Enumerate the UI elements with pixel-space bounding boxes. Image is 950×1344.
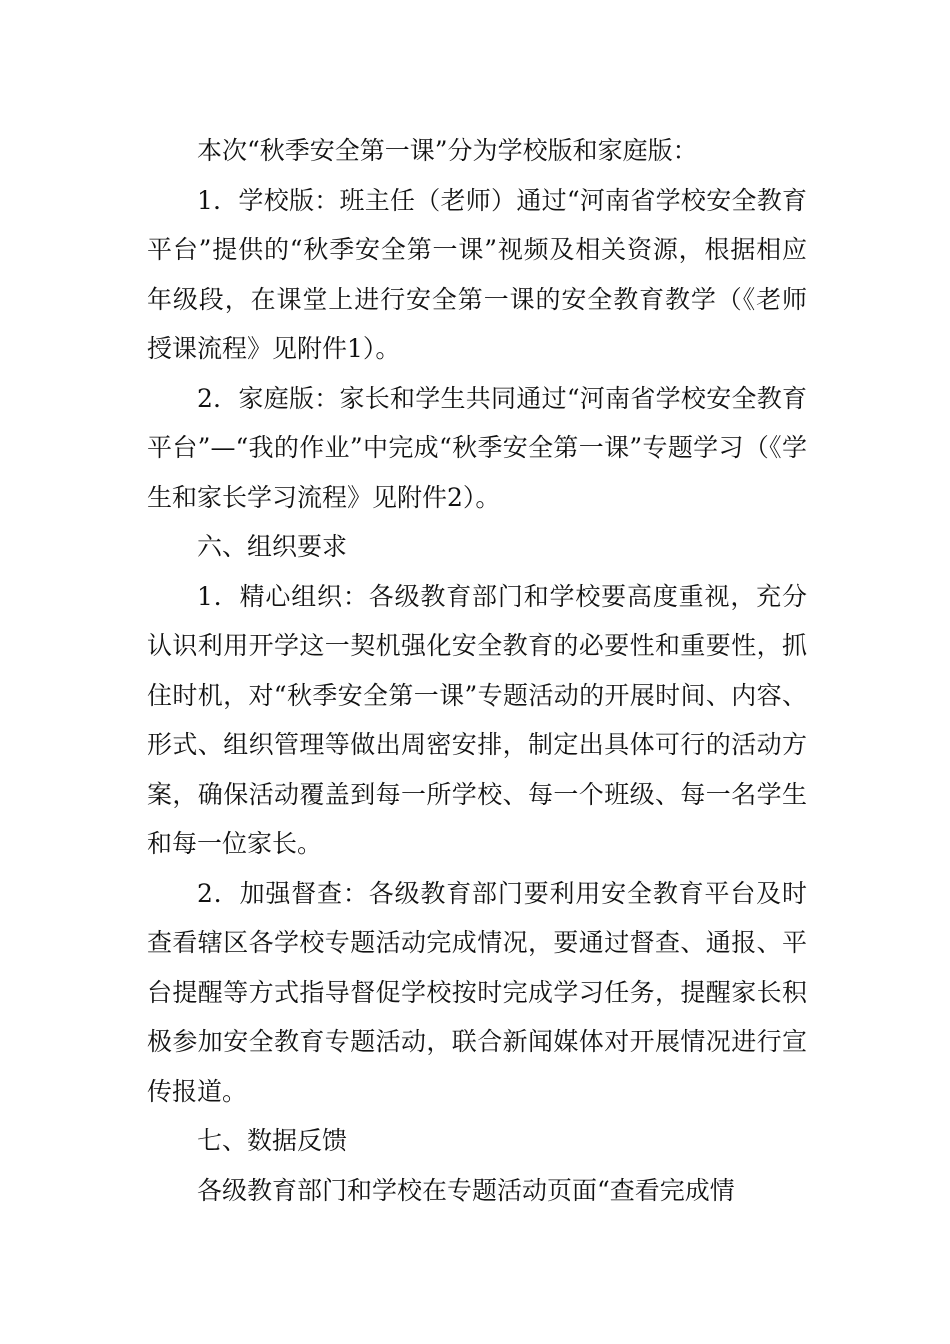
paragraph-intro: 本次“秋季安全第一课”分为学校版和家庭版： [197, 136, 698, 165]
paragraph-careful-organization: 1．精心组织：各级教育部门和学校要高度重视，充分认识利用开学这一契机强化安全教育的必要性和重要性，抓住时机，对“秋季安全第一课”专题活动的开展时间、内容、形式、组织管理等做出周密安排，制定出具体可行的活动方案，确保活动覆盖到每一所学校、每一个班级、每一名学生和每一位家长。 [147, 581, 807, 858]
paragraph-school-version: 1．学校版：班主任（老师）通过“河南省学校安全教育平台”提供的“秋季安全第一课”视频及相关资源，根据相应年级段，在课堂上进行安全第一课的安全教育教学（《老师授课流程》见附件1）。 [147, 185, 807, 363]
paragraph-strengthen-supervision: 2．加强督查：各级教育部门要利用安全教育平台及时查看辖区各学校专题活动完成情况，要通过督查、通报、平台提醒等方式指导督促学校按时完成学习任务，提醒家长积极参加安全教育专题活动，联合新闻媒体对开展情况进行宣传报道。 [147, 878, 807, 1106]
section-heading-data-feedback: 七、数据反馈 [197, 1126, 348, 1155]
document-body [147, 126, 807, 1215]
paragraph-family-version: 2．家庭版：家长和学生共同通过“河南省学校安全教育平台”—“我的作业”中完成“秋季安全第一课”专题学习（《学生和家长学习流程》见附件2）。 [147, 383, 807, 512]
section-heading-organization: 六、组织要求 [197, 532, 348, 561]
paragraph-data-feedback: 各级教育部门和学校在专题活动页面“查看完成情 [197, 1175, 735, 1205]
